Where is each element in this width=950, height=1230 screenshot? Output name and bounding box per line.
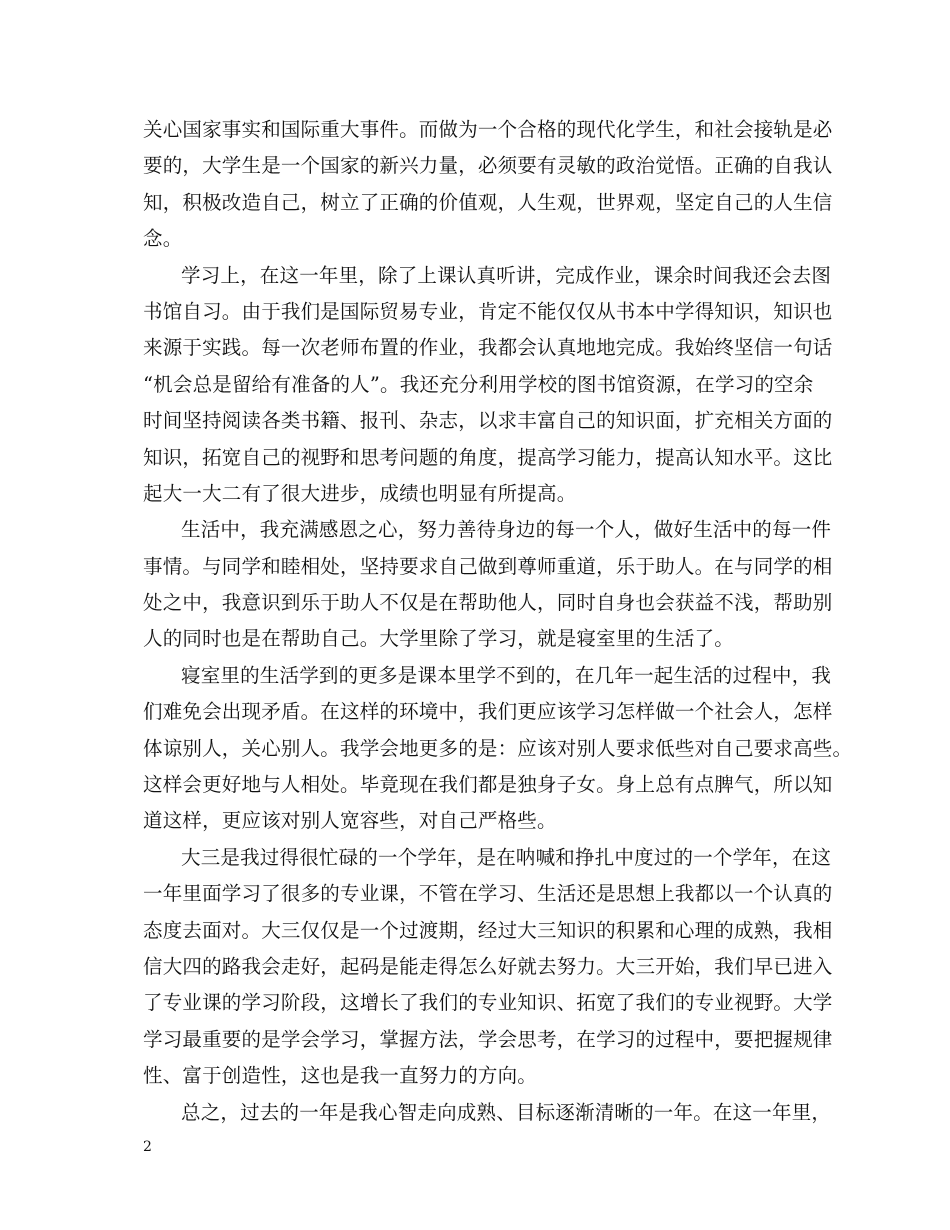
text-line: 学习最重要的是学会学习，掌握方法，学会思考，在学习的过程中，要把握规律: [143, 1027, 833, 1051]
text-line: 体谅别人，关心别人。我学会地更多的是：应该对别人要求低些对自己要求高些。: [143, 736, 853, 760]
text-line: 念。: [143, 227, 183, 251]
text-line: 人的同时也是在帮助自己。大学里除了学习，就是寝室里的生活了。: [143, 627, 735, 651]
text-line: 们难免会出现矛盾。在这样的环境中，我们更应该学习怎样做一个社会人，怎样: [143, 700, 833, 724]
text-line: 了专业课的学习阶段，这增长了我们的专业知识、拓宽了我们的专业视野。大学: [143, 991, 833, 1015]
text-line: 这样会更好地与人相处。毕竟现在我们都是独身子女。身上总有点脾气，所以知: [143, 773, 833, 797]
text-line: 总之，过去的一年是我心智走向成熟、目标逐渐清晰的一年。在这一年里，: [181, 1100, 832, 1124]
text-line: 信大四的路我会走好，起码是能走得怎么好就去努力。大三开始，我们早已进入: [143, 954, 833, 978]
text-line: 性、富于创造性，这也是我一直努力的方向。: [143, 1064, 538, 1088]
text-line: 知识，拓宽自己的视野和思考问题的角度，提高学习能力，提高认知水平。这比: [143, 445, 833, 469]
text-line: 生活中，我充满感恩之心，努力善待身边的每一个人，做好生活中的每一件: [181, 518, 832, 542]
text-line: “机会总是留给有准备的人”。我还充分利用学校的图书馆资源，在学习的空余: [143, 372, 814, 396]
text-line: 寝室里的生活学到的更多是课本里学不到的，在几年一起生活的过程中，我: [181, 663, 832, 687]
text-line: 书馆自习。由于我们是国际贸易专业，肯定不能仅仅从书本中学得知识，知识也: [143, 299, 833, 323]
text-line: 来源于实践。每一次老师布置的作业，我都会认真地地完成。我始终坚信一句话: [143, 336, 833, 360]
text-line: 处之中，我意识到乐于助人不仅是在帮助他人，同时自身也会获益不浅，帮助别: [143, 591, 833, 615]
text-line: 知，积极改造自己，树立了正确的价值观，人生观，世界观，坚定自己的人生信: [143, 190, 833, 214]
text-line: 关心国家事实和国际重大事件。而做为一个合格的现代化学生，和社会接轨是必: [143, 118, 833, 141]
text-line: 事情。与同学和睦相处，坚持要求自己做到尊师重道，乐于助人。在与同学的相: [143, 554, 833, 578]
text-line: 道这样，更应该对别人宽容些，对自己严格些。: [143, 809, 557, 833]
text-line: 态度去面对。大三仅仅是一个过渡期，经过大三知识的积累和心理的成熟，我相: [143, 918, 833, 942]
text-line: 要的，大学生是一个国家的新兴力量，必须要有灵敏的政治觉悟。正确的自我认: [143, 154, 833, 178]
text-line: 时间坚持阅读各类书籍、报刊、杂志，以求丰富自己的知识面，扩充相关方面的: [143, 409, 833, 433]
text-line: 学习上，在这一年里，除了上课认真听讲，完成作业，课余时间我还会去图: [181, 263, 832, 287]
body-text: [143, 112, 853, 1131]
text-line: 一年里面学习了很多的专业课，不管在学习、生活还是思想上我都以一个认真的: [143, 882, 833, 906]
text-line: 起大一大二有了很大进步，成绩也明显有所提高。: [143, 481, 577, 505]
page-number: 2: [143, 1139, 152, 1155]
text-line: 大三是我过得很忙碌的一个学年，是在呐喊和挣扎中度过的一个学年，在这: [181, 845, 832, 869]
